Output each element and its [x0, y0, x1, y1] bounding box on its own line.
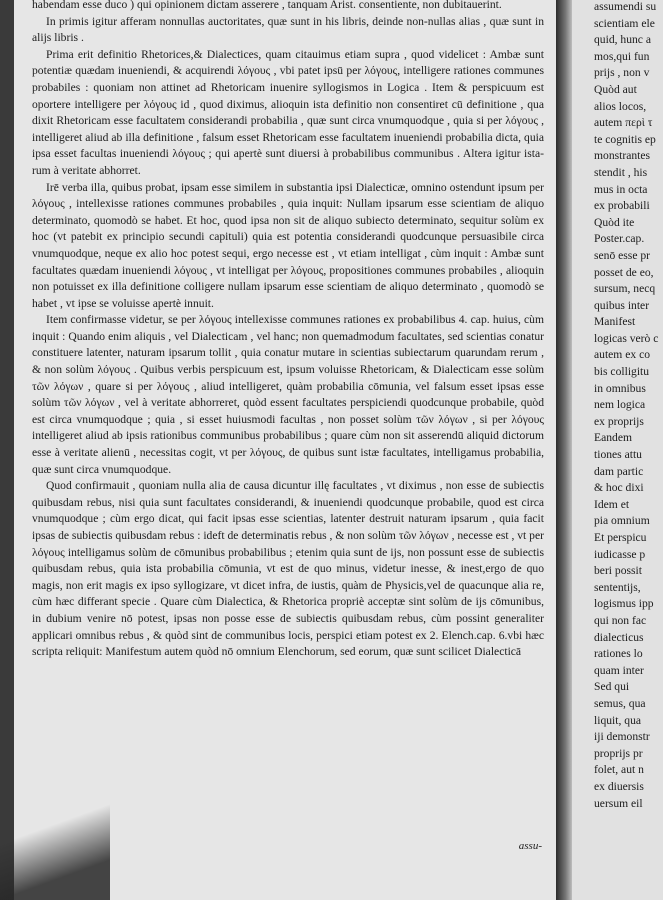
facing-page-line: iudicasse p [594, 547, 646, 561]
page-body-text [32, 0, 544, 661]
left-book-page [14, 0, 556, 900]
facing-page-line: sententijs, [594, 580, 641, 594]
facing-page-line: dam partic [594, 464, 644, 478]
facing-page-line: logismus ipp [594, 597, 654, 611]
facing-page-line: scientiam ele [594, 16, 655, 30]
paragraph: Quod confirmauit , quoniam nulla alia de causa dicuntur illę facultates , vt diximus , non esse de subiectis quibusdam rebus, nisi quia sunt facultates considerandi, & inueniendi quodcunque probabile, quod est circa vnumquodque ; cùm ergo dicat, qui facit ipsas esse scientias, latenter destruit naturam ipsarum , quia facit ipsas de subiectis quibusdam rebus : ideft de determinatis rebus , & non solùm τῶν λόγων , necesse est , vt per λόγους intelligamus solùm de cōmunibus probabilibus ; etenim quia sunt de ijs, non possunt esse de subiectis quibusdam rebus, quia ista probabilia cōmunia, vt est de quo minus, videtur inesse, & inest,ergo de quo magis, non erit magis ex ipso syllogizare, vt dicet infra, de iustis, quàm de Physicis,vel de quacunque alia re, cùm hæc differant specie . Quare cùm Dialectica, & Rhetorica propriè acceptæ sint solùm de ijs cōmunibus, in dubium venire nō potest, ipsas non posse esse de subiectis quibusdam rebus, cùm possint generaliter applicari omnibus rebus , & quòd sint de communibus locis, perspici etiam potest ex 2. Elench.cap. 6.vbi hæc scripta reliquit: Manifestum autem quòd nō omnium Elenchorum, sed eorum, quæ sunt scilicet Dialecticā [32, 479, 544, 659]
facing-page-line: Idem et [594, 497, 630, 511]
facing-page-line: logicas verò c [594, 331, 659, 345]
facing-page-line: in omnibus [594, 381, 646, 395]
facing-page-line: Quòd ite [594, 215, 635, 229]
facing-page-line: Et perspicu [594, 531, 647, 544]
facing-page-line: mos,qui fun [594, 49, 650, 63]
facing-page-line: tiones attu [594, 448, 642, 462]
facing-page-line: bis colligitu [594, 365, 650, 379]
facing-page-line: nem logica [594, 398, 646, 412]
facing-page-text [594, 0, 663, 812]
facing-page-line: Quòd aut [594, 82, 637, 96]
facing-page-line: folet, aut n [594, 763, 644, 777]
facing-page-line: Sed qui [594, 680, 630, 694]
facing-page-line: dialecticus [594, 630, 644, 644]
facing-page-line: autem ex co [594, 348, 651, 362]
facing-page-line: rationes lo [594, 647, 643, 661]
paragraph: In primis igitur afferam nonnullas auctoritates, quæ sunt in his libris, deinde non-nullas alias , quæ sunt in alijs libris . [32, 14, 544, 45]
facing-page-line: qui non fac [594, 613, 647, 627]
facing-page-line: semus, qua [594, 696, 646, 710]
facing-page-line: sursum, necq [594, 282, 656, 296]
facing-page-line: alios locos, [594, 99, 647, 113]
facing-page-line: quid, hunc a [594, 33, 651, 47]
facing-page-line: ex diuersis [594, 779, 644, 793]
paragraph: Item confirmasse videtur, se per λόγους intellexisse communes rationes ex probabilibus 4. cap. huius, cùm inquit : Quando enim aliquis , vel Dialecticam , vel hanc; non quemadmodum facultates, sed scientias conatur constituere latenter, naturam ipsarum tollit , quia conatur mutare in scientias subiectarum quarundam rerum , & non solùm λόγους . Quibus verbis perspicuum est, ipsum voluisse Rhetoricam, & Dialecticam esse solùm τῶν λόγων , quare si per λόγους , aliud intelligeret, quàm probabilia cōmunia, vel falsum esset ipsas esse solùm τῶν λόγων , vel à veritate abhorreret, quòd essent facultates perspiciendi quodcunque probabile, quòd est circa vnumquodque ; quia , si esset huiusmodi facultas , non posset solùm τῶν λόγων , si per λόγους intelligeret aliud ab ipsis rationibus communibus probabilibus ; quare cùm non sit asserendū aliquid dictorum esse à veritate alienū , necessitas cogit, vt per λόγους, de quibus sunt istæ facultates, intelligamus probabilia, quæ sunt circa vnumquodque. [32, 313, 544, 476]
facing-page-line: Eandem [594, 431, 632, 445]
facing-page-line: ex proprijs [594, 414, 644, 428]
facing-page-line: quam inter [594, 663, 644, 677]
paragraph: habendam esse duco ) qui opinionem dictam asserere , tanquam Arist. consentiente, non dubitauerint. [32, 0, 502, 11]
facing-page-line: uersum eil [594, 796, 643, 810]
facing-page-line: beri possit [594, 564, 642, 578]
facing-page-line: Poster.cap. [594, 232, 645, 246]
facing-page-line: & hoc dixi [594, 481, 644, 495]
facing-page-line: stendit , his [594, 165, 648, 179]
facing-page-line: quibus inter [594, 298, 650, 312]
facing-page-line: senō esse pr [594, 248, 651, 262]
facing-page-line: assumendi su [594, 0, 657, 13]
paragraph: Irē verba illa, quibus probat, ipsam esse similem in substantia ipsi Dialecticæ, omnino ostendunt ipsum per λόγους , intellexisse rationes communes probabiles , quia inquit: Nullam ipsarum esse scientiam de aliquo determinato, quomodò se habet. Et hoc, quod ipsa non sit de aliquo subiecto determinato, sequitur solùm ex hoc (vt patebit ex principio secundi capituli) quia est potentia considerandi quodcunque persuasibile circa vnumquodque, neque ex alio hoc potest sequi, ergo necesse est , vt etiam intelligat , cùm inquit : Ambæ sunt facultates quædam inueniendi λόγους , vt intelligat per λόγους, propositiones communes probabiles , alioquin non potuisset ex illa definitione colligere nullam ipsarum esse scientiam de aliquo determinato , quomodò se habet , vt ipse se voluisse apertè innuit. [32, 180, 544, 310]
facing-page-line: mus in octa [594, 182, 648, 196]
page-fold-shadow [0, 780, 110, 900]
paragraph: Prima erit definitio Rhetorices,& Dialectices, quam citauimus etiam supra , quod videlicet : Ambæ sunt potentiæ quædam inueniendi, & acquirendi λόγους , vbi patet ipsū per λόγους, intelligere rationes communes probabiles : quoniam non attinet ad Rhetoricam inuenire syllogismos in Logica . Item & perspicuum est oportere intelligere per λόγους id , quod diximus, alioquin ista definitio non consentiret cū definitione , qua dixit Rhetoricam esse facultatem considerandi probabilia , quæ sunt circa vnumquodque , quia si per λόγους , intelligeret aliud ab illa definitione , falsum esset Rhetoricam esse facultatem inueniendi probabilia dicta, quia ipsa esset facultas inueniendi λόγους ; qui apertè sunt diuersi à probabilibus communibus . Altera igitur ista-rum à veritate abhorret. [32, 47, 544, 177]
facing-page-line: monstrantes [594, 149, 651, 163]
facing-page-line: liquit, qua [594, 713, 642, 727]
facing-page-line: ex probabili [594, 199, 650, 213]
book-gutter [556, 0, 572, 900]
catchword: assu- [518, 840, 542, 852]
facing-page-line: pia omnium [594, 514, 650, 528]
facing-page-line: posset de eo, [594, 265, 654, 279]
facing-page-line: proprijs pr [594, 746, 643, 760]
facing-page-line: Manifest [594, 315, 636, 329]
facing-page-line: te cognitis ep [594, 132, 656, 146]
facing-page-line: iji demonstr [594, 730, 650, 744]
facing-page-line: autem περὶ τ [594, 116, 653, 130]
right-book-page [572, 0, 663, 900]
facing-page-line: prijs , non v [594, 66, 650, 80]
